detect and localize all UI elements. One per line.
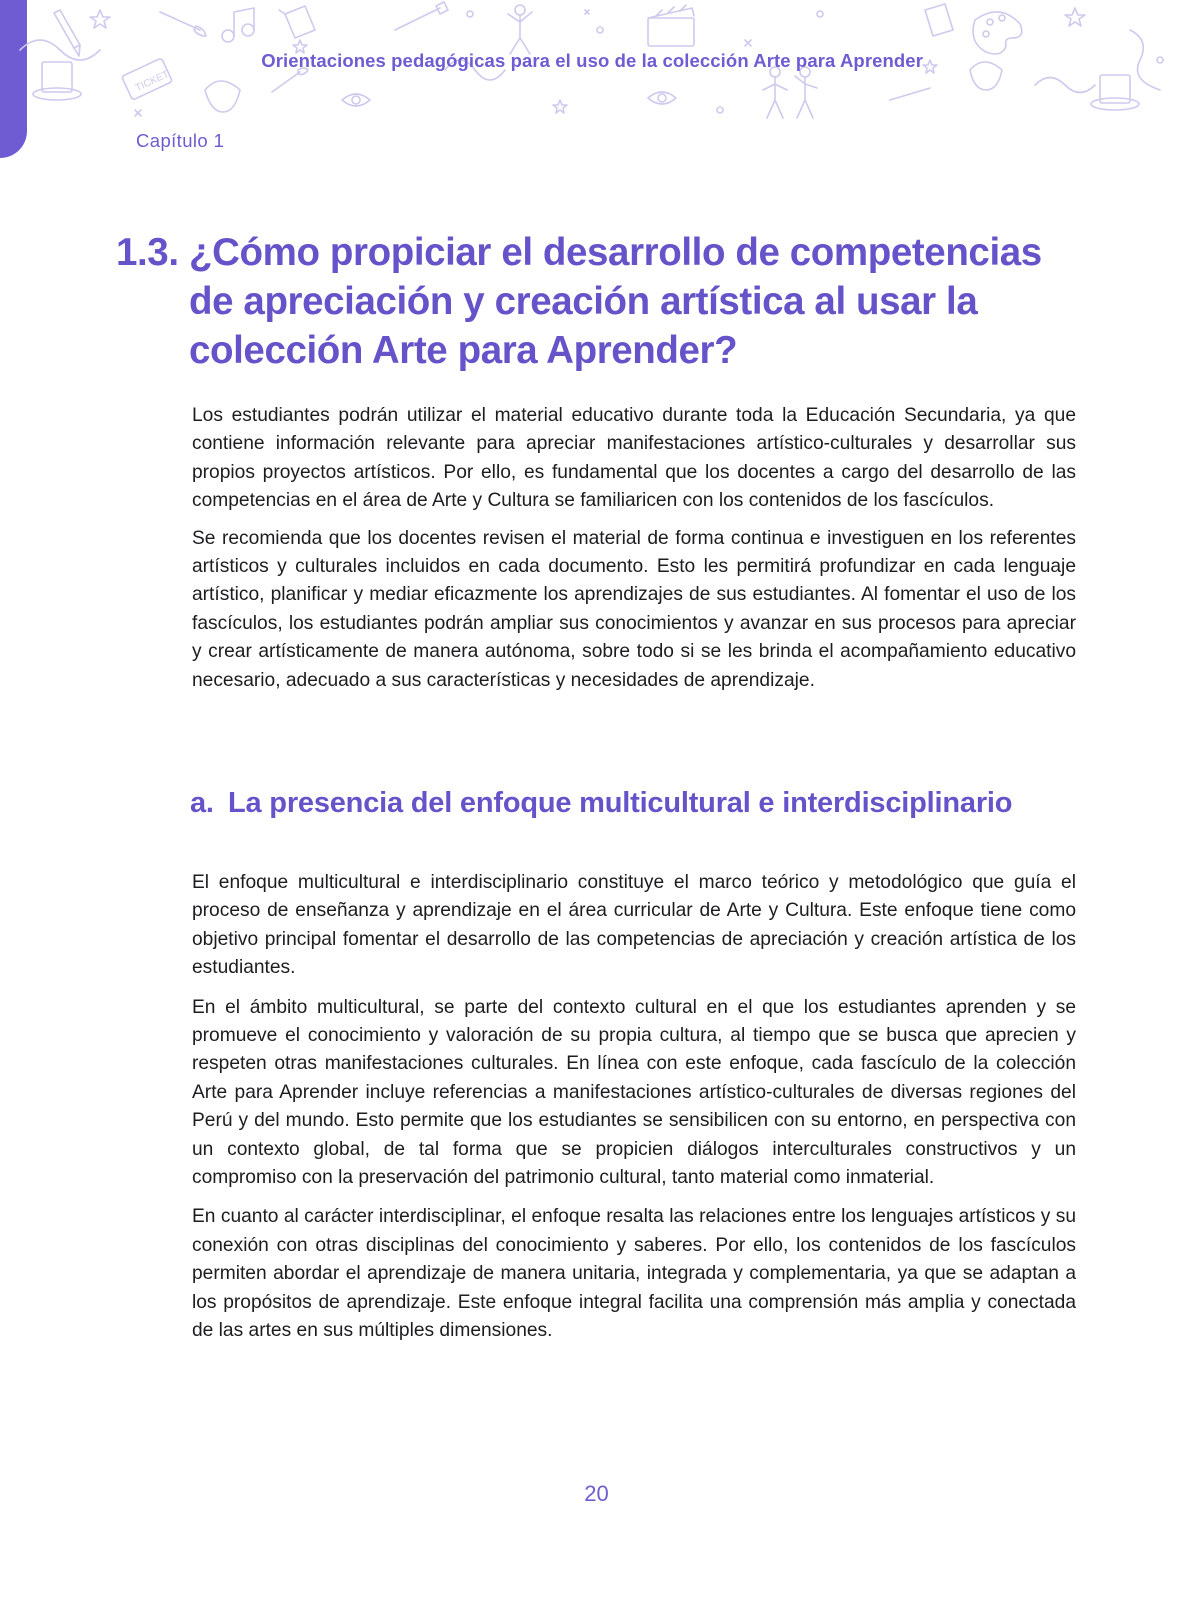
film-clapper-icon xyxy=(648,5,694,46)
section-body xyxy=(192,402,1076,695)
pencil-icon xyxy=(54,10,80,56)
subsection-heading xyxy=(190,784,1070,823)
running-header-title: Orientaciones pedagógicas para el uso de la colección Arte para Aprender xyxy=(261,50,923,71)
paragraph: En el ámbito multicultural, se parte del contexto cultural en el que los estudiantes aprenden y se promueve el conocimiento y valoración de su propia cultura, al tiempo que se busca que aprecien y respeten otras manifestaciones culturales. En línea con este enfoque, cada fascículo de la colección Arte para Aprender incluye referencias a manifestaciones artístico-culturales de diversas regiones del Perú y del mundo. Esto permite que los estudiantes se sensibilicen con su entorno, en perspectiva con un contexto global, de tal forma que se propicien diálogos interculturales constructivos y un compromiso con la preservación del patrimonio cultural, tanto material como inmaterial. xyxy=(192,996,1076,1189)
paragraph: En cuanto al carácter interdisciplinar, el enfoque resalta las relaciones entre los lenguajes artísticos y su conexión con otras disciplinas del conocimiento y saberes. Por ello, los contenidos de los fascículos permiten abordar el aprendizaje de manera unitaria, integrada y complementaria, ya que se adaptan a los propósitos de aprendizaje. Este enfoque integral facilita una comprensión más amplia y conectada de las artes en sus múltiples dimensiones. xyxy=(192,1206,1076,1342)
paragraph: Se recomienda que los docentes revisen el material de forma continua e investiguen en los referentes artísticos y culturales incluidos en cada documento. Esto les permitirá profundizar en cada lenguaje artístico, planificar y mediar eficazmente los aprendizajes de sus estudiantes. Al fomentar el uso de los fascículos, los estudiantes podrán ampliar sus conocimientos y avanzar en sus procesos para apreciar y crear artísticamente de manera autónoma, sobre todo si se les brinda el acompañamiento educativo necesario, adecuado a sus características y necesidades de aprendizaje. xyxy=(192,527,1076,691)
subsection-letter: a. xyxy=(190,787,214,819)
svg-text:TICKET: TICKET xyxy=(133,68,171,94)
music-note-icon xyxy=(222,8,254,42)
eye-icon xyxy=(342,92,676,106)
paint-tube-icon xyxy=(279,4,953,38)
section-heading xyxy=(116,228,1076,375)
section-title: ¿Cómo propiciar el desarrollo de competencias de apreciación y creación artística al usar la colección Arte para Aprender? xyxy=(189,231,1042,372)
page-number: 20 xyxy=(584,1481,609,1506)
chapter-label: Capítulo 1 xyxy=(136,130,225,151)
subsection-title: La presencia del enfoque multicultural e interdisciplinario xyxy=(228,787,1013,819)
paragraph: Los estudiantes podrán utilizar el material educativo durante toda la Educación Secundaria, ya que contiene información relevante para apreciar manifestaciones artístico-culturales y desarrollar sus propios proyectos artísticos. Por ello, es fundamental que los docentes a cargo del desarrollo de las competencias en el área de Arte y Cultura se familiaricen con los contenidos de los fascículos. xyxy=(192,405,1076,512)
section-number: 1.3. xyxy=(116,231,179,274)
paragraph: El enfoque multicultural e interdisciplinario constituye el marco teórico y metodológico que guía el proceso de enseñanza y aprendizaje en el área curricular de Arte y Cultura. Este enfoque tiene como objetivo principal fomentar el desarrollo de las competencias de apreciación y creación artística de los estudiantes. xyxy=(192,872,1076,979)
subsection-body xyxy=(192,869,1076,1346)
palette-icon xyxy=(973,12,1022,54)
